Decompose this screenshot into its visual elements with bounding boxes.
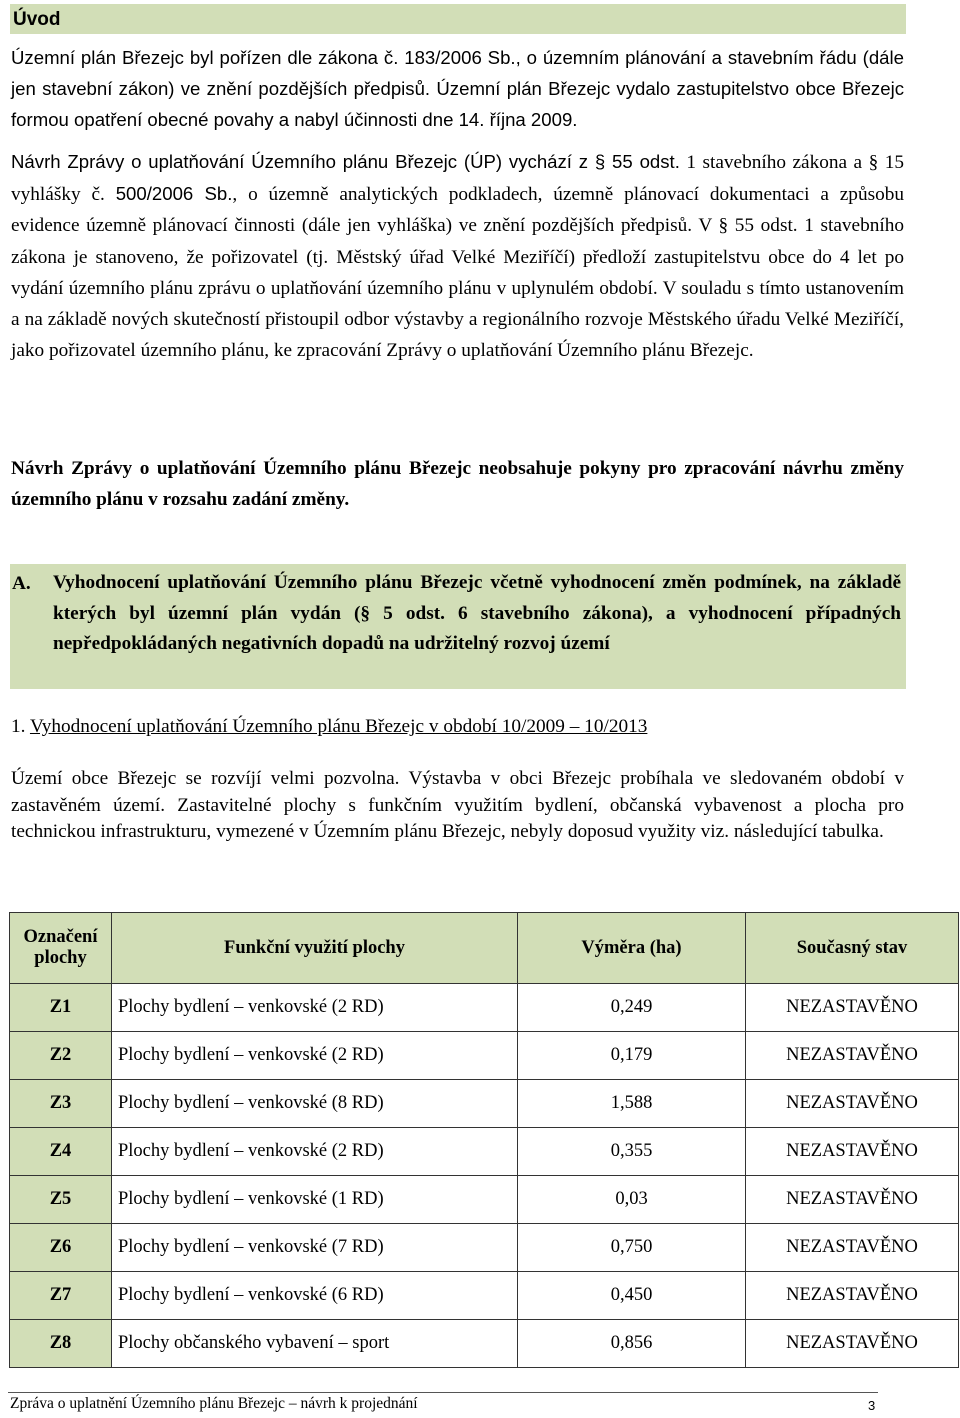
cell-area: 0,856: [518, 1320, 746, 1368]
table-row: [10, 984, 959, 1032]
cell-use: Plochy bydlení – venkovské (2 RD): [112, 1128, 518, 1176]
cell-state: NEZASTAVĚNO: [746, 984, 959, 1032]
cell-state: NEZASTAVĚNO: [746, 1224, 959, 1272]
header-area: Výměra (ha): [518, 913, 746, 984]
cell-state: NEZASTAVĚNO: [746, 1176, 959, 1224]
paragraph-basis-part-a: Návrh Zprávy o uplatňování Územního plánu Březejc (ÚP) vychází z § 55 odst.: [11, 151, 680, 172]
table-row: [10, 1080, 959, 1128]
areas-table: [9, 912, 959, 1368]
cell-code: Z2: [10, 1032, 112, 1080]
paragraph-note: [11, 453, 904, 515]
table-row: [10, 1224, 959, 1272]
cell-area: 0,750: [518, 1224, 746, 1272]
paragraph-development: [11, 766, 904, 846]
table-row: [10, 1128, 959, 1176]
cell-state: NEZASTAVĚNO: [746, 1032, 959, 1080]
cell-state: NEZASTAVĚNO: [746, 1272, 959, 1320]
header-designation: Označení plochy: [10, 913, 112, 984]
paragraph-development-text: Území obce Březejc se rozvíjí velmi pozvolna. Výstavba v obci Březejc probíhala ve sledovaném období v zastavěném území. Zastavitelné plochy s funkčním využitím bydlení, občanská vybavenost a plocha pro technickou infrastrukturu, vymezené v Územním plánu Březejc, nebyly doposud využity viz. následující tabulka.: [11, 768, 904, 842]
cell-area: 0,450: [518, 1272, 746, 1320]
cell-use: Plochy bydlení – venkovské (6 RD): [112, 1272, 518, 1320]
section-title: Úvod: [13, 9, 61, 30]
page-number: 3: [868, 1398, 876, 1413]
cell-code: Z6: [10, 1224, 112, 1272]
table-row: [10, 1320, 959, 1368]
cell-code: Z8: [10, 1320, 112, 1368]
paragraph-basis-part-d: , o územně analytických podkladech, územně plánovací dokumentaci a způsobu evidence územně plánovací činnosti (dále jen vyhláška) ve znění pozdějších předpisů. V § 55 odst. 1 stavebního zákona je stanoveno, že pořizovatel (tj. Městský úřad Velké Meziříčí) předloží zastupitelstvu obce do 4 let po vydání územního plánu zprávu o uplatňování územního plánu v uplynulém období. V souladu s tímto ustanovením a na základě nových skutečností přistoupil odbor výstavby a regionálního rozvoje Městského úřadu Velké Meziříčí, jako pořizovatel územního plánu, ke zpracování Zprávy o uplatňování Územního plánu Březejc.: [11, 184, 905, 362]
cell-area: 1,588: [518, 1080, 746, 1128]
header-function: Funkční využití plochy: [112, 913, 518, 984]
cell-code: Z1: [10, 984, 112, 1032]
table-header-row: [10, 913, 959, 984]
paragraph-basis-part-b: 1 stavebního zákona a § 15 vyhlášky č.: [11, 152, 904, 206]
paragraph-intro: [11, 42, 904, 136]
cell-code: Z7: [10, 1272, 112, 1320]
paragraph-intro-text: Územní plán Březejc byl pořízen dle zákona č. 183/2006 Sb., o územním plánování a stavebním řádu (dále jen stavební zákon) ve znění pozdějších předpisů. Územní plán Březejc vydalo zastupitelstvo obce Březejc formou opatření obecné povahy a nabyl účinnosti dne 14. října 2009.: [11, 47, 904, 131]
subsection-number: 1.: [11, 716, 26, 737]
cell-area: 0,249: [518, 984, 746, 1032]
cell-state: NEZASTAVĚNO: [746, 1320, 959, 1368]
cell-code: Z4: [10, 1128, 112, 1176]
cell-code: Z5: [10, 1176, 112, 1224]
cell-state: NEZASTAVĚNO: [746, 1080, 959, 1128]
paragraph-basis: [11, 146, 904, 366]
subsection-title: Vyhodnocení uplatňování Územního plánu Březejc v období 10/2009 – 10/2013: [29, 716, 648, 737]
section-a-letter: A.: [12, 573, 31, 594]
cell-use: Plochy bydlení – venkovské (2 RD): [112, 984, 518, 1032]
table-row: [10, 1176, 959, 1224]
cell-area: 0,355: [518, 1128, 746, 1176]
footer-text: Zpráva o uplatnění Územního plánu Březejc – návrh k projednání: [10, 1395, 418, 1412]
cell-use: Plochy bydlení – venkovské (2 RD): [112, 1032, 518, 1080]
cell-use: Plochy bydlení – venkovské (1 RD): [112, 1176, 518, 1224]
section-title-bar: [10, 4, 906, 34]
cell-use: Plochy bydlení – venkovské (7 RD): [112, 1224, 518, 1272]
paragraph-note-text: Návrh Zprávy o uplatňování Územního plánu Březejc neobsahuje pokyny pro zpracování návrhu změny územního plánu v rozsahu zadání změny.: [11, 458, 904, 511]
cell-area: 0,03: [518, 1176, 746, 1224]
section-a-heading: Vyhodnocení uplatňování Územního plánu Březejc včetně vyhodnocení změn podmínek, na základě kterých byl územní plán vydán (§ 5 odst. 6 stavebního zákona), a vyhodnocení případných nepředpokládaných negativních dopadů na udržitelný rozvoj území: [53, 572, 901, 654]
cell-use: Plochy občanského vybavení – sport: [112, 1320, 518, 1368]
header-state: Současný stav: [746, 913, 959, 984]
cell-code: Z3: [10, 1080, 112, 1128]
table-row: [10, 1272, 959, 1320]
cell-use: Plochy bydlení – venkovské (8 RD): [112, 1080, 518, 1128]
footer-divider: [8, 1392, 878, 1393]
subsection-heading: [11, 713, 647, 741]
table-row: [10, 1032, 959, 1080]
cell-area: 0,179: [518, 1032, 746, 1080]
paragraph-basis-part-c: 500/2006 Sb.: [115, 183, 233, 205]
cell-state: NEZASTAVĚNO: [746, 1128, 959, 1176]
